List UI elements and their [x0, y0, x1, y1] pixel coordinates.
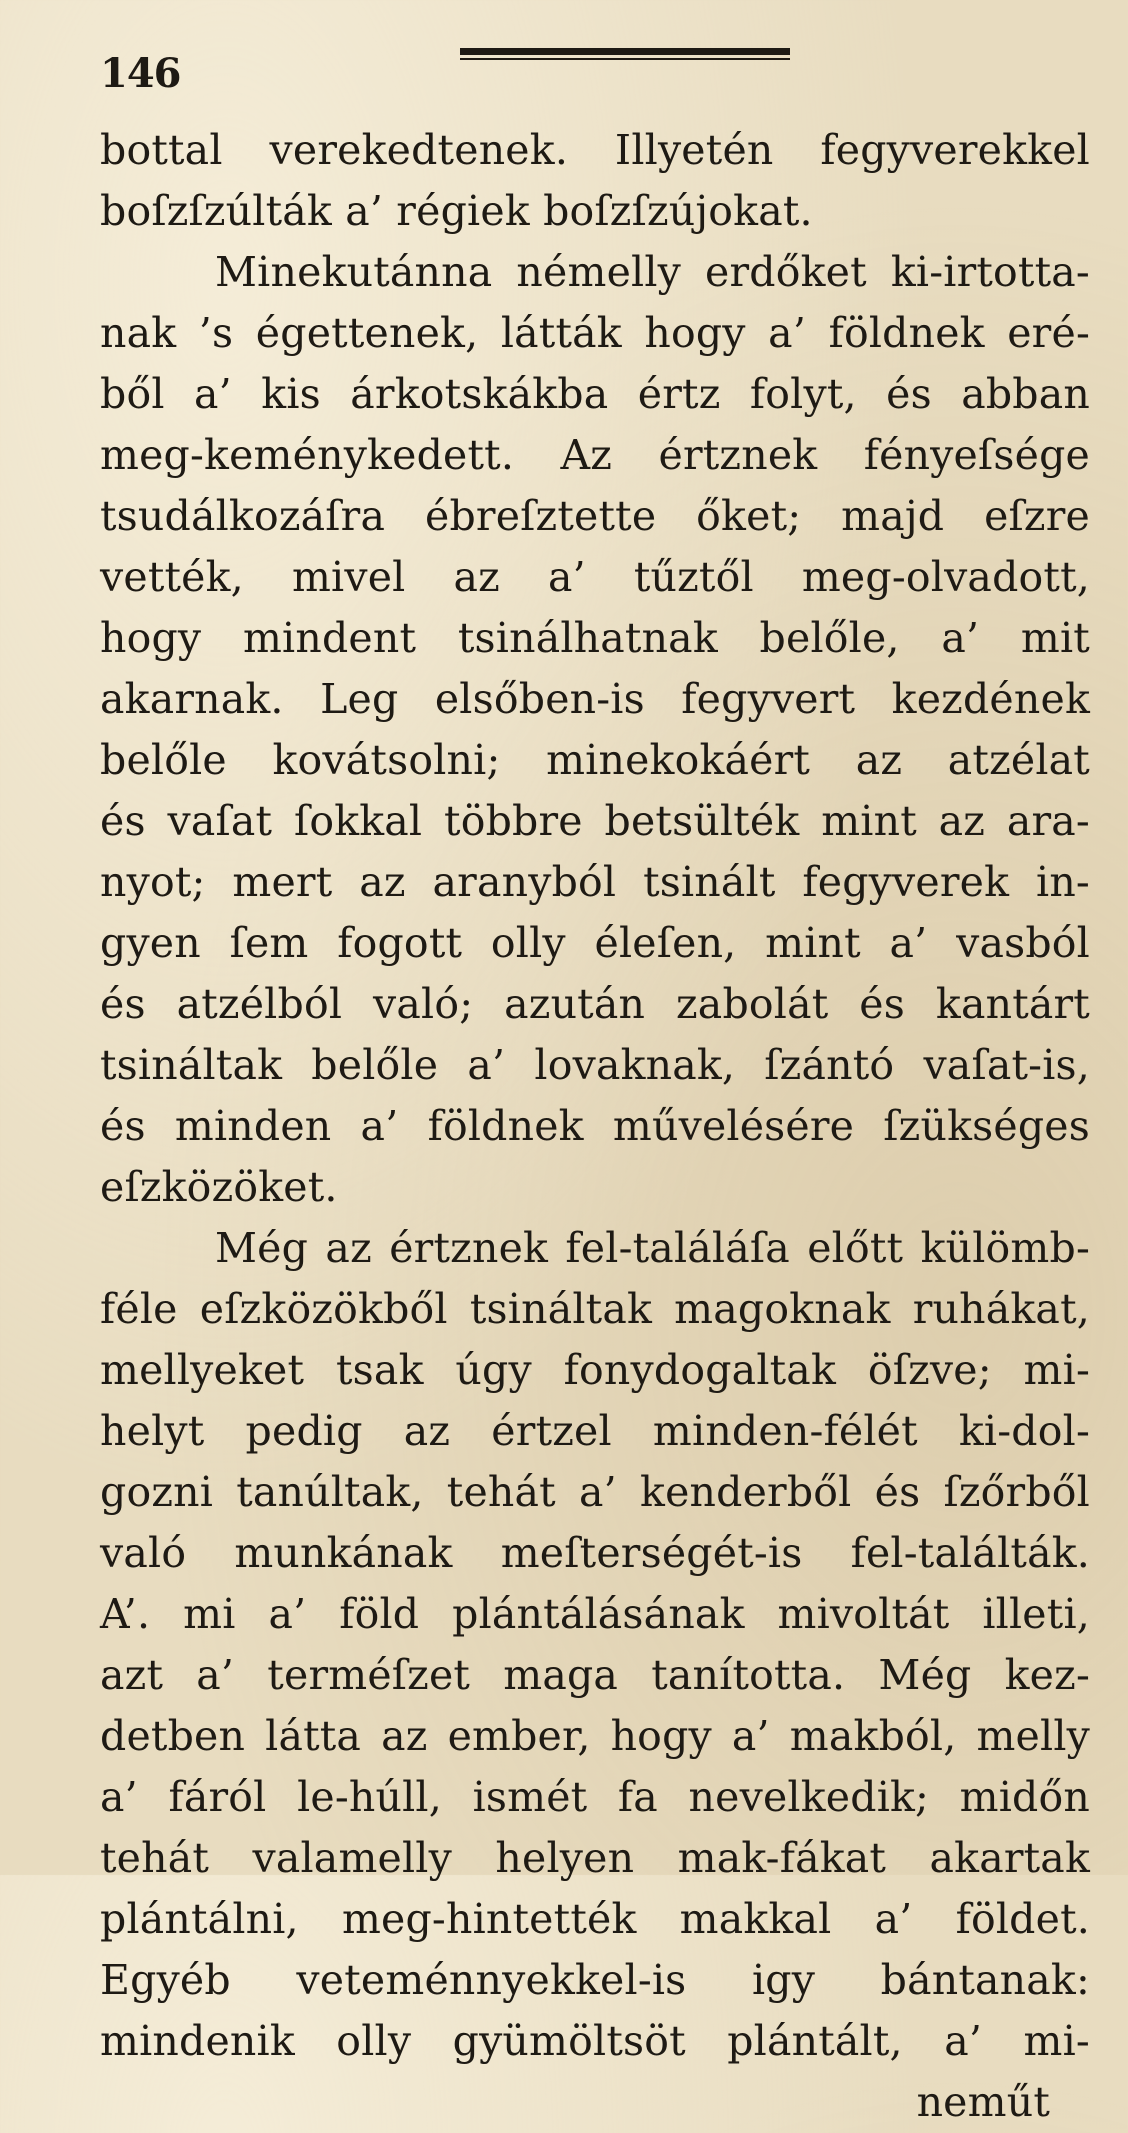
text-line: helyt pedig az értzel minden-félét ki-dol- [100, 1407, 1090, 1455]
text-line: azt a’ terméſzet maga tanította. Még kez- [100, 1651, 1090, 1699]
page-number: 146 [100, 50, 181, 97]
header-rule-thick [460, 48, 790, 55]
text-line: és vaſat ſokkal többre betsülték mint az ara- [100, 797, 1090, 845]
text-line: boſzſzúlták a’ régiek boſzſzújokat. [100, 187, 813, 235]
text-line: nyot; mert az aranyból tsinált fegyverek in- [100, 858, 1090, 906]
text-line: gozni tanúltak, tehát a’ kenderből és ſzőrből [100, 1468, 1090, 1516]
text-line: plántálni, meg-hintették makkal a’ földet. [100, 1895, 1090, 1943]
text-line: A’. mi a’ föld plántálásának mivoltát illeti, [100, 1590, 1090, 1638]
text-line: nak ’s égettenek, látták hogy a’ földnek eré- [100, 309, 1090, 357]
text-line: tsudálkozáſra ébreſztette őket; majd eſzre [100, 492, 1090, 540]
text-line: belőle kovátsolni; minekokáért az atzélat [100, 736, 1090, 784]
header-rule-thin [460, 58, 790, 60]
text-line: mellyeket tsak úgy fonydogaltak öſzve; mi- [100, 1346, 1090, 1394]
text-line: hogy mindent tsinálhatnak belőle, a’ mit [100, 614, 1090, 662]
text-line: féle eſzközökből tsináltak magoknak ruhákat, [100, 1285, 1090, 1333]
text-line: mindenik olly gyümöltsöt plántált, a’ mi- [100, 2017, 1090, 2065]
text-line: Egyéb veteménnyekkel-is igy bántanak: [100, 1956, 1090, 2004]
body-text [100, 120, 1090, 2133]
text-line: és atzélból való; azután zabolát és kantárt [100, 980, 1090, 1028]
text-line: eſzközöket. [100, 1163, 338, 1211]
text-line: a’ fáról le-húll, ismét fa nevelkedik; midőn [100, 1773, 1090, 1821]
page-header [100, 44, 1100, 104]
text-line: Minekutánna némelly erdőket ki-irtotta- [215, 248, 1090, 296]
text-line: gyen ſem fogott olly éleſen, mint a’ vasból [100, 919, 1090, 967]
text-line: való munkának meſterségét-is fel-találták. [100, 1529, 1090, 1577]
text-line: ből a’ kis árkotskákba értz folyt, és abban [100, 370, 1090, 418]
text-line: akarnak. Leg elsőben-is fegyvert kezdének [100, 675, 1090, 723]
text-line: és minden a’ földnek művelésére ſzükséges [100, 1102, 1090, 1150]
header-rule [460, 44, 790, 60]
text-line: detben látta az ember, hogy a’ makból, melly [100, 1712, 1090, 1760]
text-line: tsináltak belőle a’ lovaknak, ſzántó vaſat-is, [100, 1041, 1090, 1089]
text-line: meg-keménykedett. Az értznek fényeſsége [100, 431, 1090, 479]
text-line: vették, mivel az a’ tűztől meg-olvadott, [100, 553, 1090, 601]
text-line: bottal verekedtenek. Illyetén fegyverekkel [100, 126, 1090, 174]
catchword: neműt [916, 2078, 1050, 2126]
text-line: Még az értznek fel-találáſa előtt külömb- [215, 1224, 1090, 1272]
text-line: tehát valamelly helyen mak-fákat akartak [100, 1834, 1090, 1882]
